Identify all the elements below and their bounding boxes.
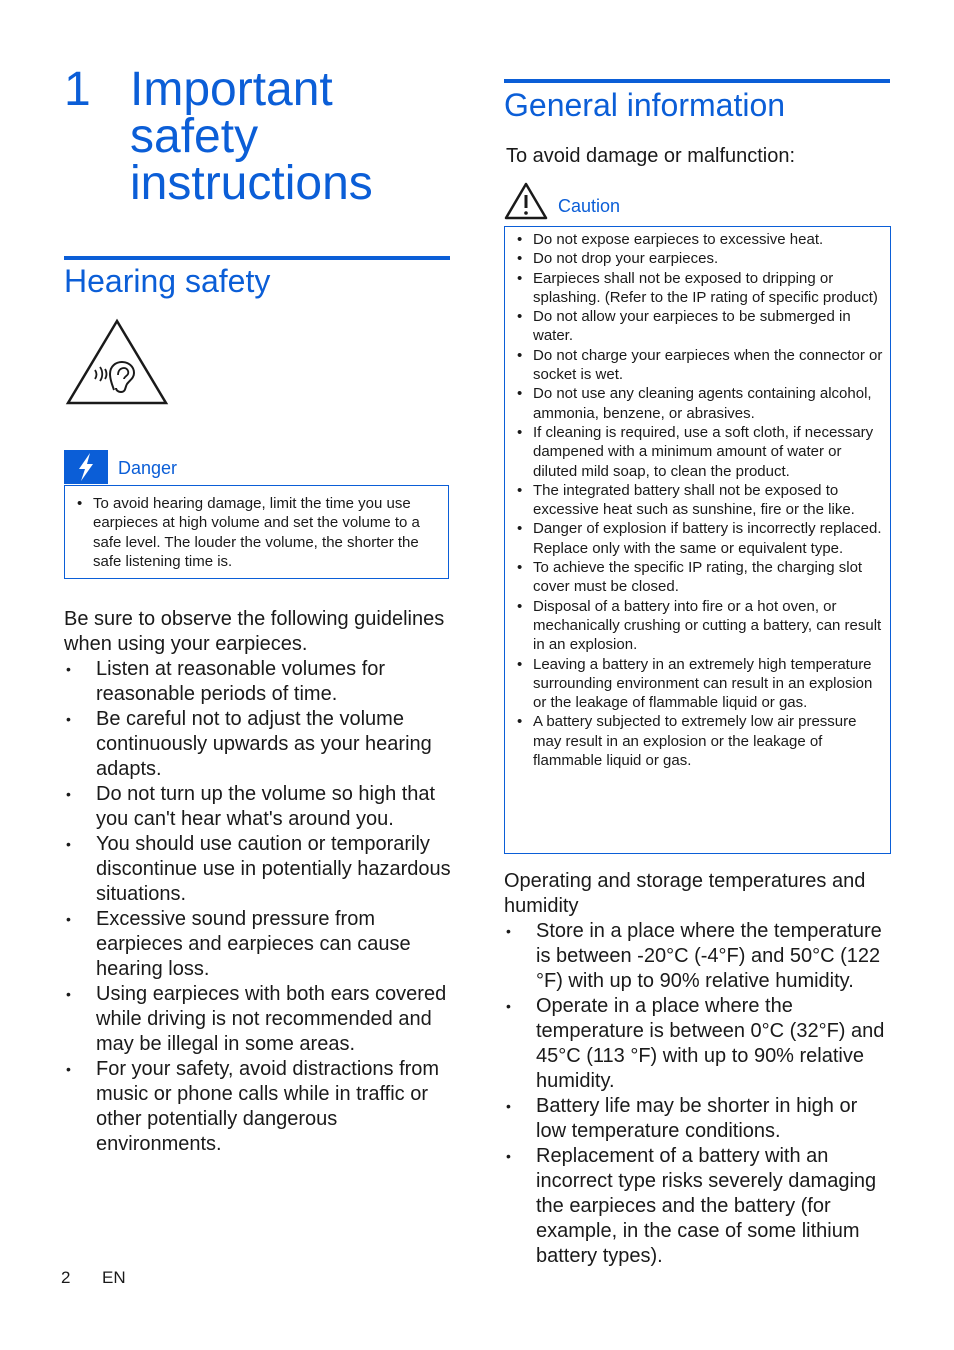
- storage-item: • Operate in a place where the temperature is between 0°C (32°F) and 45°C (113 °F) with up to 90% relative humidity.: [504, 994, 892, 1094]
- caution-header: [504, 182, 890, 222]
- guideline-item: • You should use caution or temporarily discontinue use in potentially hazardous situations.: [64, 832, 454, 907]
- chapter-number: 1: [64, 63, 91, 116]
- caution-item: • The integrated battery shall not be exposed to excessive heat such as sunshine, fire or the like.: [515, 481, 884, 520]
- caution-item: • Leaving a battery in an extremely high temperature surrounding environment can result in an explosion or the leakage of flammable liquid or gas.: [515, 655, 884, 713]
- guideline-item: • Excessive sound pressure from earpieces and earpieces can cause hearing loss.: [64, 907, 454, 982]
- page-number: 2: [61, 1268, 71, 1287]
- hearing-guidelines: [64, 607, 454, 1157]
- guideline-item: • Listen at reasonable volumes for reasonable periods of time.: [64, 657, 454, 707]
- caution-item: • Danger of explosion if battery is incorrectly replaced. Replace only with the same or equivalent type.: [515, 519, 884, 558]
- danger-label: Danger: [118, 458, 178, 478]
- guideline-item: • Be careful not to adjust the volume continuously upwards as your hearing adapts.: [64, 707, 454, 782]
- storage-title: Operating and storage temperatures and humidity: [504, 870, 866, 917]
- hearing-intro: Be sure to observe the following guidelines when using your earpieces.: [64, 608, 445, 655]
- caution-item: • Do not expose earpieces to excessive heat.: [515, 230, 884, 249]
- caution-triangle-icon: [504, 182, 548, 220]
- chapter-title: Important safety instructions: [130, 63, 373, 210]
- caution-item: • Do not charge your earpieces when the connector or socket is wet.: [515, 346, 884, 385]
- lightning-icon: [64, 450, 108, 484]
- caution-item: • Disposal of a battery into fire or a hot oven, or mechanically crushing or cutting a battery, can result in an explosion.: [515, 597, 884, 655]
- storage-item: • Battery life may be shorter in high or low temperature conditions.: [504, 1094, 892, 1144]
- guideline-item: • For your safety, avoid distractions from music or phone calls while in traffic or other potentially dangerous environments.: [64, 1057, 454, 1157]
- guideline-item: • Do not turn up the volume so high that you can't hear what's around you.: [64, 782, 454, 832]
- danger-item: • To avoid hearing damage, limit the time you use earpieces at high volume and set the volume to a safe level. The louder the volume, the shorter the safe listening time is.: [75, 494, 438, 571]
- danger-header: [64, 450, 450, 484]
- guideline-item: • Using earpieces with both ears covered while driving is not recommended and may be illegal in some areas.: [64, 982, 454, 1057]
- caution-item: • Do not allow your earpieces to be submerged in water.: [515, 307, 884, 346]
- hearing-section-rule: [64, 256, 450, 260]
- language-code: EN: [102, 1268, 126, 1287]
- general-section-rule: [504, 79, 890, 83]
- storage-item: • Replacement of a battery with an incorrect type risks severely damaging the earpieces and the battery (for example, in the case of some lithium battery types).: [504, 1144, 892, 1269]
- general-section-title: General information: [504, 87, 786, 123]
- caution-item: • A battery subjected to extremely low air pressure may result in an explosion or the leakage of flammable liquid or gas.: [515, 712, 884, 770]
- caution-label: Caution: [558, 196, 621, 216]
- general-intro: To avoid damage or malfunction:: [506, 145, 796, 167]
- caution-box: [504, 226, 891, 854]
- hearing-section-title: Hearing safety: [64, 263, 271, 299]
- storage-conditions: [504, 869, 892, 1269]
- hearing-warning-icon: [64, 318, 170, 406]
- caution-item: • To achieve the specific IP rating, the charging slot cover must be closed.: [515, 558, 884, 597]
- danger-badge: [64, 450, 108, 484]
- caution-item: • Do not drop your earpieces.: [515, 249, 884, 268]
- caution-item: • Do not use any cleaning agents containing alcohol, ammonia, benzene, or abrasives.: [515, 384, 884, 423]
- danger-box: [64, 485, 449, 579]
- storage-item: • Store in a place where the temperature is between -20°C (-4°F) and 50°C (122 °F) with up to 90% relative humidity.: [504, 919, 892, 994]
- caution-item: • If cleaning is required, use a soft cloth, if necessary dampened with a minimum amount of water or diluted mild soap, to clean the product.: [515, 423, 884, 481]
- caution-item: • Earpieces shall not be exposed to dripping or splashing. (Refer to the IP rating of specific product): [515, 269, 884, 308]
